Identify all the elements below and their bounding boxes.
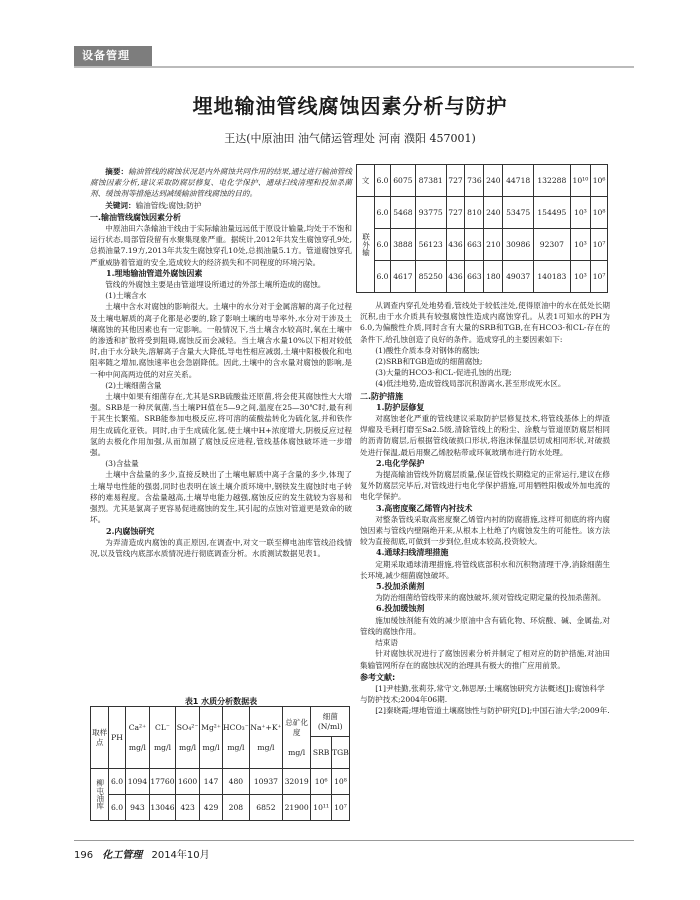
- table-cell: 93775: [415, 197, 446, 229]
- th-nak-label: Na⁺+K⁺: [250, 722, 282, 732]
- table-cell: 6.0: [109, 795, 125, 821]
- right-heading: 参考文献:: [360, 672, 396, 682]
- right-paragraph: 定期采取通球清理措施,将管线底部积水和沉积物清理干净,消除细菌生长环境,减少细菌腐蚀破坏。: [360, 559, 610, 580]
- table-cell: 240: [484, 197, 503, 229]
- right-paragraph: (1)酸性介质本身对钢体的腐蚀;: [375, 345, 480, 355]
- th-tds: [282, 707, 311, 769]
- table-cell: 3888: [390, 229, 415, 261]
- left-paragraph: 中原油田六条输油干线由于实际输油量远远低于原设计输量,均处于不饱和运行状态,局部管段留有水聚集现象严重。据统计,2012年共发生腐蚀穿孔9处,总损油量7.19方,2013年共发生腐蚀穿孔10处,总损油量5.1方。管道腐蚀穿孔严重威胁着管道的安全,造成较大的经济损失和不同程度的环境污染。: [90, 224, 352, 267]
- journal-name: 化工管理: [102, 850, 143, 861]
- table-cell: 32019: [282, 769, 311, 795]
- water-table-continued: [356, 164, 608, 293]
- table-cell: 85250: [415, 261, 446, 293]
- table-cell: 436: [446, 261, 465, 293]
- table-cell: 6.0: [375, 229, 391, 261]
- th-hco3-unit: mg/l: [227, 742, 245, 752]
- table-cell: 140183: [534, 261, 571, 293]
- left-column: [90, 166, 352, 559]
- table-cell: 727: [446, 165, 465, 197]
- right-reference: [1]尹桂勤,张莉芬,常守文,韩思厚;土壤腐蚀研究方法概述[J];腐蚀科学与防护技术;2004年06期.: [360, 683, 605, 705]
- table-row: [91, 769, 350, 795]
- table-cell: 10⁸: [591, 197, 608, 229]
- keywords-label: 关键词：: [105, 200, 136, 210]
- th-hco3: [222, 707, 249, 769]
- keywords-text: 输油管线;腐蚀;防护: [135, 200, 202, 210]
- table-row: [357, 197, 608, 229]
- right-heading: 2.电化学保护: [376, 457, 425, 468]
- table-cell: 210: [484, 229, 503, 261]
- right-paragraph: 对整条管线采取高密度聚乙烯管内衬的防腐措施,这样可彻底的将内腐蚀因素与管线内壁隔绝开来,从根本上杜绝了内腐蚀发生的可能性。该方法较为直接彻底,可做到一步到位,但成本较高,投资较大。: [360, 514, 610, 547]
- table-cell: 6.0: [109, 769, 125, 795]
- right-heading: 3.高密度聚乙烯管内衬技术: [376, 502, 473, 513]
- table-cell: 663: [465, 261, 484, 293]
- left-paragraph: 土壤中含水对腐蚀的影响很大。土壤中的水分对于金属溶解的离子化过程及土壤电解质的离子化都是必要的,除了影响土壤的电导率外,水分对于涉及土壤腐蚀的其他因素也有一定影响。一般情况下,当土壤含水较高时,氧在土壤中的渗透和扩散将受到阻碍,腐蚀反而会减轻。当土壤含水量10%以下相对较低时,由于水分缺失,溶解离子含量大大降低,导电性相应减弱,土壤中阳极极化和电阻率随之增加,腐蚀速率也会急剧降低。因此,土壤中的含水量对腐蚀的影响,是一种中间高两边低的对应关系。: [90, 302, 352, 379]
- right-paragraph: 从调查内穿孔处地势看,管线处于较低洼处,使得原油中的水在低处长期沉积,由于水介质具有较强腐蚀性造成内腐蚀穿孔。从表1可知水的PH为6.0,为偏酸性介质,同时含有大量的SRB和TGB,在有HCO3-和CL-存在的条件下,给孔蚀创造了良好的条件。造成穿孔的主要因素如下:: [360, 301, 610, 344]
- table1-caption: 表1 水质分析数据表: [184, 697, 258, 706]
- th-ca-unit: mg/l: [128, 742, 146, 752]
- table-cell: 6.0: [375, 165, 391, 197]
- th-nak-unit: mg/l: [257, 742, 275, 752]
- right-heading: 5.投加杀菌剂: [376, 581, 425, 592]
- right-paragraph: 为提高输油管线外防腐层质量,保证管线长期稳定的正常运行,建议在修复外防腐层完毕后,对管线进行电化学保护措施,可用牺牲阳极或外加电流的电化学保护。: [360, 470, 610, 502]
- group-label: 联外输: [357, 197, 375, 293]
- keywords: [90, 200, 352, 211]
- th-tds-label: 总矿化度: [285, 717, 309, 737]
- header-rule: [74, 66, 634, 68]
- th-mg-label: Mg²⁺: [201, 722, 221, 732]
- footer: [74, 846, 210, 861]
- th-srb: SRB: [311, 737, 331, 769]
- table-cell: 727: [446, 197, 465, 229]
- table-cell: 30986: [503, 229, 534, 261]
- right-paragraph: 为防治细菌给管线带来的腐蚀破坏,须对管线定期定量的投加杀菌剂。: [375, 593, 606, 603]
- left-paragraph: (2)土壤细菌含量: [105, 380, 162, 390]
- table-cell: 10¹¹: [311, 795, 331, 821]
- left-paragraph: 管线的外腐蚀主要是由管道埋设所通过的外部土壤所造成的腐蚀。: [105, 280, 326, 290]
- table-cell: 6852: [250, 795, 283, 821]
- th-cl-unit: mg/l: [153, 742, 172, 752]
- right-paragraph: (2)SRB和TGB造成的细菌腐蚀;: [375, 357, 483, 367]
- right-heading: 1.防护层修复: [376, 401, 425, 412]
- table-cell: 736: [465, 165, 484, 197]
- table-cell: 56123: [415, 229, 446, 261]
- table-cell: 436: [446, 229, 465, 261]
- th-tds-unit: mg/l: [288, 747, 306, 757]
- table-cell: 53475: [503, 197, 534, 229]
- table-cell: 6.0: [375, 197, 391, 229]
- right-reference: [2]秦晓霞;埋地管道土壤腐蚀性与防护研究[D];中国石油大学;2009年.: [375, 706, 610, 716]
- table-cell: 423: [175, 795, 199, 821]
- th-mg-unit: mg/l: [202, 742, 220, 752]
- table-cell: 1094: [125, 769, 149, 795]
- table-cell: 10937: [250, 769, 283, 795]
- th-mg: [200, 707, 222, 769]
- left-heading: 2.内腐蚀研究: [106, 525, 155, 536]
- right-column: [360, 300, 610, 717]
- right-body: [360, 300, 610, 717]
- left-paragraph: (1)土壤含水: [105, 291, 147, 301]
- table-cell: 10⁸: [331, 769, 349, 795]
- water-table: [90, 706, 350, 821]
- table-cell: 10³: [570, 261, 590, 293]
- abstract-label: 摘要：: [105, 167, 129, 176]
- th-ca-label: Ca²⁺: [128, 722, 147, 732]
- right-paragraph: (3)大量的HCO3-和CL-促进孔蚀的出现;: [375, 368, 512, 378]
- table-cell: 87381: [415, 165, 446, 197]
- table-cell: 154495: [534, 197, 571, 229]
- th-tgb: TGB: [331, 737, 349, 769]
- th-so4-label: SO₄²⁻: [176, 722, 199, 732]
- table-cell: 943: [125, 795, 149, 821]
- table-row: [91, 795, 350, 821]
- sample-group: 柳屯油库: [91, 769, 109, 821]
- table-cell: 6075: [390, 165, 415, 197]
- table-cell: 10³: [570, 229, 590, 261]
- table-cell: 10⁷: [331, 795, 349, 821]
- th-cl: [150, 707, 176, 769]
- table-cell: 44718: [503, 165, 534, 197]
- row-label: 文: [357, 165, 375, 197]
- table-cell: 10⁷: [591, 229, 608, 261]
- table-cell: 49037: [503, 261, 534, 293]
- right-paragraph: 对腐蚀老化严重的管线建议采取防护层修复技术,将管线基体上的焊渣焊瘤及毛刺打磨至Sa2.5级,清除管线上的粉尘、涂敷与管道原防腐层相同的沥青防腐层,后根据管线破损口形状,将泡沫保温层切成相同形状,对破损处进行保温,最后用聚乙烯胶粘带或环氧玻璃布进行防水处理。: [360, 414, 610, 457]
- right-heading: 二.防护措施: [360, 391, 404, 401]
- left-body: [90, 212, 352, 559]
- th-bacteria: 细菌(N/ml): [311, 707, 350, 737]
- th-so4: [175, 707, 199, 769]
- table-cell: 180: [484, 261, 503, 293]
- right-paragraph: 施加缓蚀剂能有效的减少原油中含有硫化物、环烷酸、碱、金属盐,对管线的腐蚀作用。: [360, 615, 610, 636]
- th-ph: PH: [109, 707, 125, 769]
- table-cell: 13046: [150, 795, 176, 821]
- th-nak: [250, 707, 283, 769]
- table-cell: 240: [484, 165, 503, 197]
- table-row: [357, 261, 608, 293]
- left-paragraph: 土壤中含盐量的多少,直接反映出了土壤电解质中离子含量的多少,体现了土壤导电性能的强弱,同时也表明在该土壤介质环境中,钢铁发生腐蚀时电子转移的难易程度。含盐量越高,土壤导电能力越强,腐蚀反应的发生就较为容易和强烈。尤其是氯离子更容易促进腐蚀的发生,其引起的点蚀对管道更是致命的破坏。: [90, 470, 352, 525]
- article-title: 埋地输油管线腐蚀因素分析与防护: [192, 94, 508, 118]
- table-cell: 208: [222, 795, 249, 821]
- table-cell: 4617: [390, 261, 415, 293]
- table-cell: 810: [465, 197, 484, 229]
- table-cell: 5468: [390, 197, 415, 229]
- footer-rule: [74, 840, 634, 841]
- left-paragraph: (3)含盐量: [105, 459, 139, 469]
- table-cell: 10¹⁰: [570, 165, 590, 197]
- th-so4-unit: mg/l: [179, 742, 197, 752]
- table-cell: 6.0: [375, 261, 391, 293]
- table-cell: 92307: [534, 229, 571, 261]
- table-cell: 1600: [175, 769, 199, 795]
- table-cell: 480: [222, 769, 249, 795]
- th-cl-label: CL⁻: [155, 722, 170, 732]
- right-heading: 6.投加缓蚀剂: [376, 603, 425, 614]
- table-cell: 17760: [150, 769, 176, 795]
- table-row: [357, 165, 608, 197]
- left-heading: 1.埋地输油管道外腐蚀因素: [106, 267, 203, 278]
- table-cell: 147: [200, 769, 222, 795]
- left-paragraph: 土壤中如果有细菌存在,尤其是SRB硫酸盐还原菌,将会使其腐蚀性大大增强。SRB是一种厌氧菌,当土壤PH值在5—9之间,温度在25—30℃时,最有利于其生长繁殖。SRB能参加电极反应,将可溶的硫酸盐转化为硫化氢,并和铁作用生成硫化亚铁。同时,由于生成硫化氢,使土壤中H+浓度增大,阴极反应过程氢的去极化作用加强,从而加剧了腐蚀反应进程,管线基体腐蚀破坏进一步增强。: [90, 392, 352, 458]
- table-cell: 429: [200, 795, 222, 821]
- left-paragraph: 为弄清造成内腐蚀的真正原因,在调查中,对文一联至柳电油库管线沿线情况,以及管线内底部水质情况进行彻底调查分析。水质测试数据见表1。: [90, 537, 352, 558]
- abstract: [90, 166, 352, 200]
- table-cell: 10⁶: [311, 769, 331, 795]
- table-row: [357, 229, 608, 261]
- right-heading: 4.通球扫线清理措施: [376, 547, 449, 558]
- right-paragraph: 结束语: [375, 638, 398, 648]
- page-number: 196: [74, 850, 94, 861]
- author-line: 王达(中原油田 油气储运管理处 河南 濮阳 457001): [224, 132, 476, 145]
- th-sample: 取样点: [91, 707, 109, 769]
- table-cell: 132288: [534, 165, 571, 197]
- table-cell: 10⁶: [591, 165, 608, 197]
- th-ca: [125, 707, 149, 769]
- issue-date: 2014年10月: [151, 850, 210, 861]
- right-paragraph: 针对腐蚀状况进行了腐蚀因素分析并制定了相对应的防护措施,对油田集输管网所存在的腐蚀状况的治理具有极大的推广应用前景。: [360, 649, 610, 670]
- right-paragraph: (4)低洼地势,造成管线局部沉积游离水,甚至形成死水区。: [375, 379, 566, 389]
- table-cell: 21900: [282, 795, 311, 821]
- table-cell: 10³: [570, 197, 590, 229]
- table-cell: 10⁷: [591, 261, 608, 293]
- table-cell: 663: [465, 229, 484, 261]
- abstract-text: 输油管线的腐蚀状况是内外腐蚀共同作用的结果,通过进行输油管线腐蚀因素分析,建议采取防腐层修复、电化学保护、通球扫线清理和投加杀菌剂、缓蚀剂等措施达到减缓输油管线腐蚀的目的。: [90, 167, 352, 199]
- th-hco3-label: HCO₃⁻: [223, 722, 249, 732]
- section-tag: 设备管理: [74, 46, 152, 66]
- left-heading: 一.输油管线腐蚀因素分析: [90, 212, 182, 222]
